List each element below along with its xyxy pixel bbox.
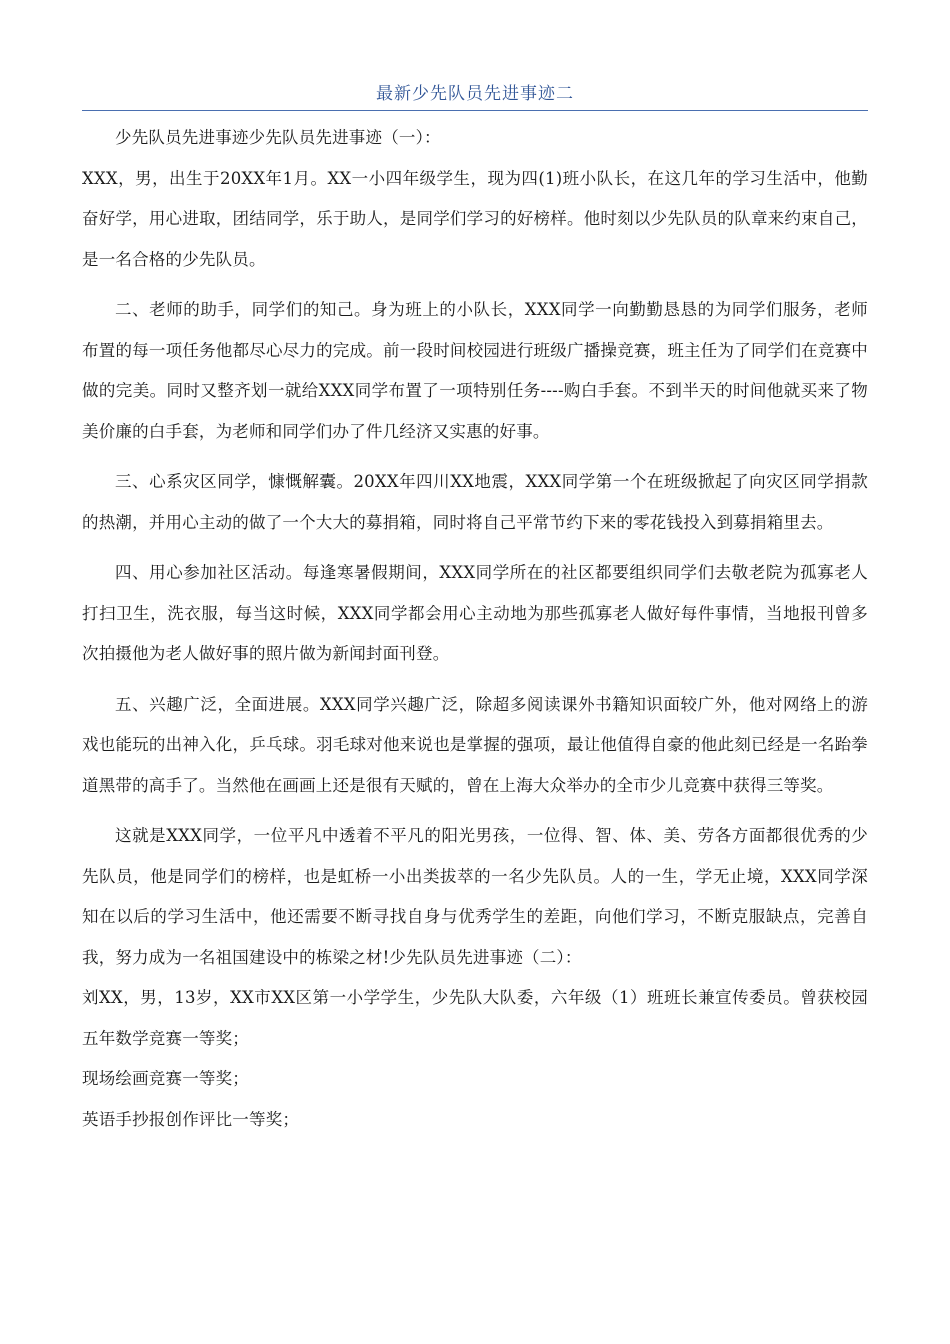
paragraph-intro-heading: 少先队员先进事迹少先队员先进事迹（一）： <box>115 128 441 147</box>
paragraph-second-profile: 刘XX，男，13岁，XX市XX区第一小学学生，少先队大队委，六年级（1）班班长兼宣传委员。曾获校园五年数学竞赛一等奖； <box>82 988 868 1048</box>
paragraph-summary: 这就是XXX同学，一位平凡中透着不平凡的阳光男孩，一位得、智、体、美、劳各方面都很优秀的少先队员，他是同学们的榜样，也是虹桥一小出类拔萃的一名少先队员。人的一生，学无止境，XXX同学深知在以后的学习生活中，他还需要不断寻找自身与优秀学生的差距，向他们学习，不断克服缺点，完善自我，努力成为一名祖国建设中的栋梁之材!少先队员先进事迹（二）： <box>82 826 868 967</box>
page-title: 最新少先队员先进事迹二 <box>376 84 574 104</box>
paragraph-section-three: 三、心系灾区同学，慷慨解囊。20XX年四川XX地震，XXX同学第一个在班级掀起了向灾区同学捐款的热潮，并用心主动的做了一个大大的募捐箱，同时将自己平常节约下来的零花钱投入到募捐箱里去。 <box>82 472 868 532</box>
document-body <box>82 118 868 1140</box>
paragraph-award-drawing: 现场绘画竞赛一等奖； <box>82 1069 249 1088</box>
paragraph-section-four: 四、用心参加社区活动。每逢寒暑假期间，XXX同学所在的社区都要组织同学们去敬老院为孤寡老人打扫卫生，洗衣服，每当这时候，XXX同学都会用心主动地为那些孤寡老人做好每件事情，当地报刊曾多次拍摄他为老人做好事的照片做为新闻封面刊登。 <box>82 563 868 663</box>
paragraph-award-english: 英语手抄报创作评比一等奖； <box>82 1109 300 1129</box>
page-header <box>82 80 868 111</box>
paragraph-section-two: 二、老师的助手，同学们的知己。身为班上的小队长，XXX同学一向勤勤恳恳的为同学们服务，老师布置的每一项任务他都尽心尽力的完成。前一段时间校园进行班级广播操竞赛，班主任为了同学们在竞赛中做的完美。同时又整齐划一就给XXX同学布置了一项特别任务----购白手套。不到半天的时间他就买来了物美价廉的白手套，为老师和同学们办了件几经济又实惠的好事。 <box>82 300 868 441</box>
paragraph-section-five: 五、兴趣广泛，全面进展。XXX同学兴趣广泛，除超多阅读课外书籍知识面较广外，他对网络上的游戏也能玩的出神入化，乒乓球。羽毛球对他来说也是掌握的强项，最让他值得自豪的他此刻已经是一名跆拳道黑带的高手了。当然他在画画上还是很有天赋的，曾在上海大众举办的全市少儿竞赛中获得三等奖。 <box>82 694 868 795</box>
paragraph-profile: XXX，男，出生于20XX年1月。XX一小四年级学生，现为四(1)班小队长，在这几年的学习生活中，他勤奋好学，用心进取，团结同学，乐于助人，是同学们学习的好榜样。他时刻以少先队员的队章来约束自己，是一名合格的少先队员。 <box>82 168 868 269</box>
